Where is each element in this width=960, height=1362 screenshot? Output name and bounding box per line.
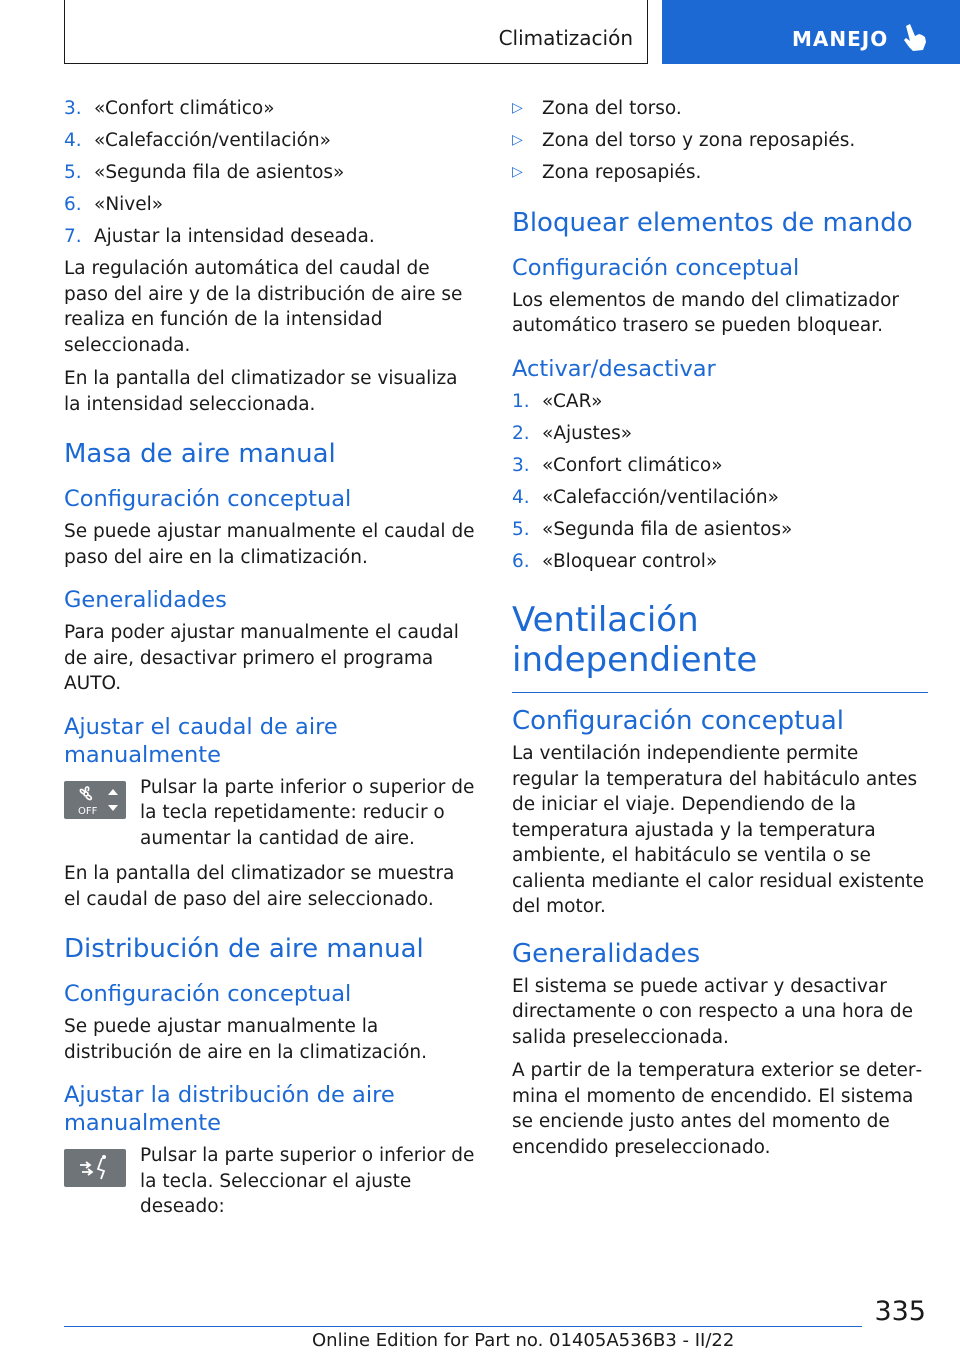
list-item xyxy=(512,389,928,415)
paragraph: Pulsar la parte inferior o superior de la tecla repetidamente: reducir o aumentar la cantidad de aire. xyxy=(140,776,475,849)
page-number: 335 xyxy=(874,1296,926,1327)
list-number: 6. xyxy=(512,550,530,572)
heading-generalidades: Generalidades xyxy=(64,587,227,613)
distribution-button-instruction xyxy=(64,1143,476,1220)
left-column xyxy=(64,96,476,1230)
list-text: «Confort climático» xyxy=(542,454,723,476)
heading-activar: Activar/desactivar xyxy=(512,355,716,382)
fan-button-instruction xyxy=(64,775,476,852)
list-number: 7. xyxy=(64,226,82,247)
heading-config: Configuración conceptual xyxy=(64,486,352,512)
heading-rule xyxy=(512,692,928,693)
list-text: Zona del torso. xyxy=(542,98,682,119)
heading-ajustar-distribucion: Ajustar la distribución de aire manualmente xyxy=(64,1082,395,1136)
heading-config: Configuración conceptual xyxy=(512,254,800,281)
list-text: «Nivel» xyxy=(94,194,164,215)
heading-generalidades: Generalidades xyxy=(512,938,701,969)
list-text: «Calefacción/ventilación» xyxy=(542,486,779,508)
paragraph: Los elementos de mando del climatizador automático trasero se pueden bloquear. xyxy=(512,289,900,336)
heading-config: Configuración conceptual xyxy=(512,706,844,736)
list-item xyxy=(64,224,476,250)
chapter-tab-label: MANEJO xyxy=(792,27,889,51)
list-item xyxy=(64,128,476,154)
triangle-bullet-icon: ▷ xyxy=(512,100,523,116)
list-text: Ajustar la intensidad deseada. xyxy=(94,226,375,247)
right-column xyxy=(512,96,928,1168)
triangle-bullet-icon: ▷ xyxy=(512,164,523,180)
list-item xyxy=(64,192,476,218)
fan-icon xyxy=(64,781,126,819)
pointing-hand-icon xyxy=(900,22,928,54)
heading-config: Configuración conceptual xyxy=(64,981,352,1007)
paragraph: Se puede ajustar manualmente el caudal de paso del aire en la climatización. xyxy=(64,521,475,568)
triangle-bullet-icon: ▷ xyxy=(512,132,523,148)
list-number: 6. xyxy=(64,194,82,215)
paragraph: La ventilación independiente permite regular la temperatura del habitáculo antes de iniciar el viaje. Dependiendo de la temperatura ajustada y la temperatura ambiente, el habitáculo se ventila o se calienta mediante el calor residual existente del motor. xyxy=(512,743,925,917)
list-number: 5. xyxy=(512,518,530,540)
paragraph: La regulación automática del caudal de paso del aire y de la distribución de aire se realiza en función de la intensidad seleccionada. xyxy=(64,258,463,356)
list-text: «Calefacción/ventilación» xyxy=(94,130,331,151)
paragraph: A partir de la temperatura exterior se determina el momento de encendido. El sistema se enciende justo antes del momento de encendido preseleccionado. xyxy=(512,1060,923,1158)
heading-masa-aire: Masa de aire manual xyxy=(64,439,336,469)
list-number: 2. xyxy=(512,422,530,444)
steps-list-1 xyxy=(64,96,476,250)
air-distribution-icon xyxy=(64,1149,126,1187)
list-text: «Confort climático» xyxy=(94,98,275,119)
list-item xyxy=(512,421,928,447)
fan-button-image xyxy=(64,781,126,819)
heading-ajustar-caudal: Ajustar el caudal de aire manualmente xyxy=(64,713,338,768)
list-item xyxy=(512,549,928,575)
list-text: «Segunda fila de asientos» xyxy=(94,162,345,183)
list-text: «Bloquear control» xyxy=(542,550,718,572)
list-text: «CAR» xyxy=(542,390,603,412)
list-number: 4. xyxy=(64,130,82,151)
list-item xyxy=(512,160,928,186)
list-number: 3. xyxy=(64,98,82,119)
header-box xyxy=(64,0,648,64)
list-item xyxy=(64,160,476,186)
steps-list-2 xyxy=(512,389,928,575)
heading-distribucion: Distribución de aire manual xyxy=(64,934,424,964)
list-item xyxy=(512,485,928,511)
list-item xyxy=(512,128,928,154)
list-item xyxy=(512,517,928,543)
paragraph: Para poder ajustar manualmente el caudal de aire, desactivar primero el programa AUTO. xyxy=(64,622,459,694)
list-number: 4. xyxy=(512,486,530,508)
heading-bloquear: Bloquear elementos de mando xyxy=(512,207,913,238)
paragraph: En la pantalla del climatizador se visualiza la intensidad seleccionada. xyxy=(64,368,458,415)
list-item xyxy=(512,453,928,479)
air-distribution-button-image xyxy=(64,1149,126,1187)
list-text: «Ajustes» xyxy=(542,422,633,444)
chapter-tab[interactable] xyxy=(662,0,960,64)
list-text: «Segunda fila de asientos» xyxy=(542,518,793,540)
footer-rule xyxy=(64,1326,862,1327)
paragraph: Pulsar la parte superior o inferior de la tecla. Seleccionar el ajuste deseado: xyxy=(140,1145,475,1217)
list-number: 5. xyxy=(64,162,82,183)
paragraph: El sistema se puede activar y desactivar directamente o con respecto a una hora de salida preseleccionada. xyxy=(512,975,914,1048)
paragraph: Se puede ajustar manualmente la distribución de aire en la climatización. xyxy=(64,1016,427,1063)
list-text: Zona del torso y zona reposapiés. xyxy=(542,130,856,151)
svg-text:OFF: OFF xyxy=(78,805,98,817)
footer-edition: Online Edition for Part no. 01405A536B3 - II/22 xyxy=(312,1330,735,1351)
section-title: Climatización xyxy=(498,26,633,50)
heading-ventilacion: Ventilación independiente xyxy=(512,600,758,680)
list-number: 1. xyxy=(512,390,530,412)
list-text: Zona reposapiés. xyxy=(542,162,702,183)
list-item xyxy=(512,96,928,122)
bullet-list xyxy=(512,96,928,186)
list-item xyxy=(64,96,476,122)
list-number: 3. xyxy=(512,454,530,476)
paragraph: En la pantalla del climatizador se muestra el caudal de paso del aire seleccionado. xyxy=(64,863,455,910)
